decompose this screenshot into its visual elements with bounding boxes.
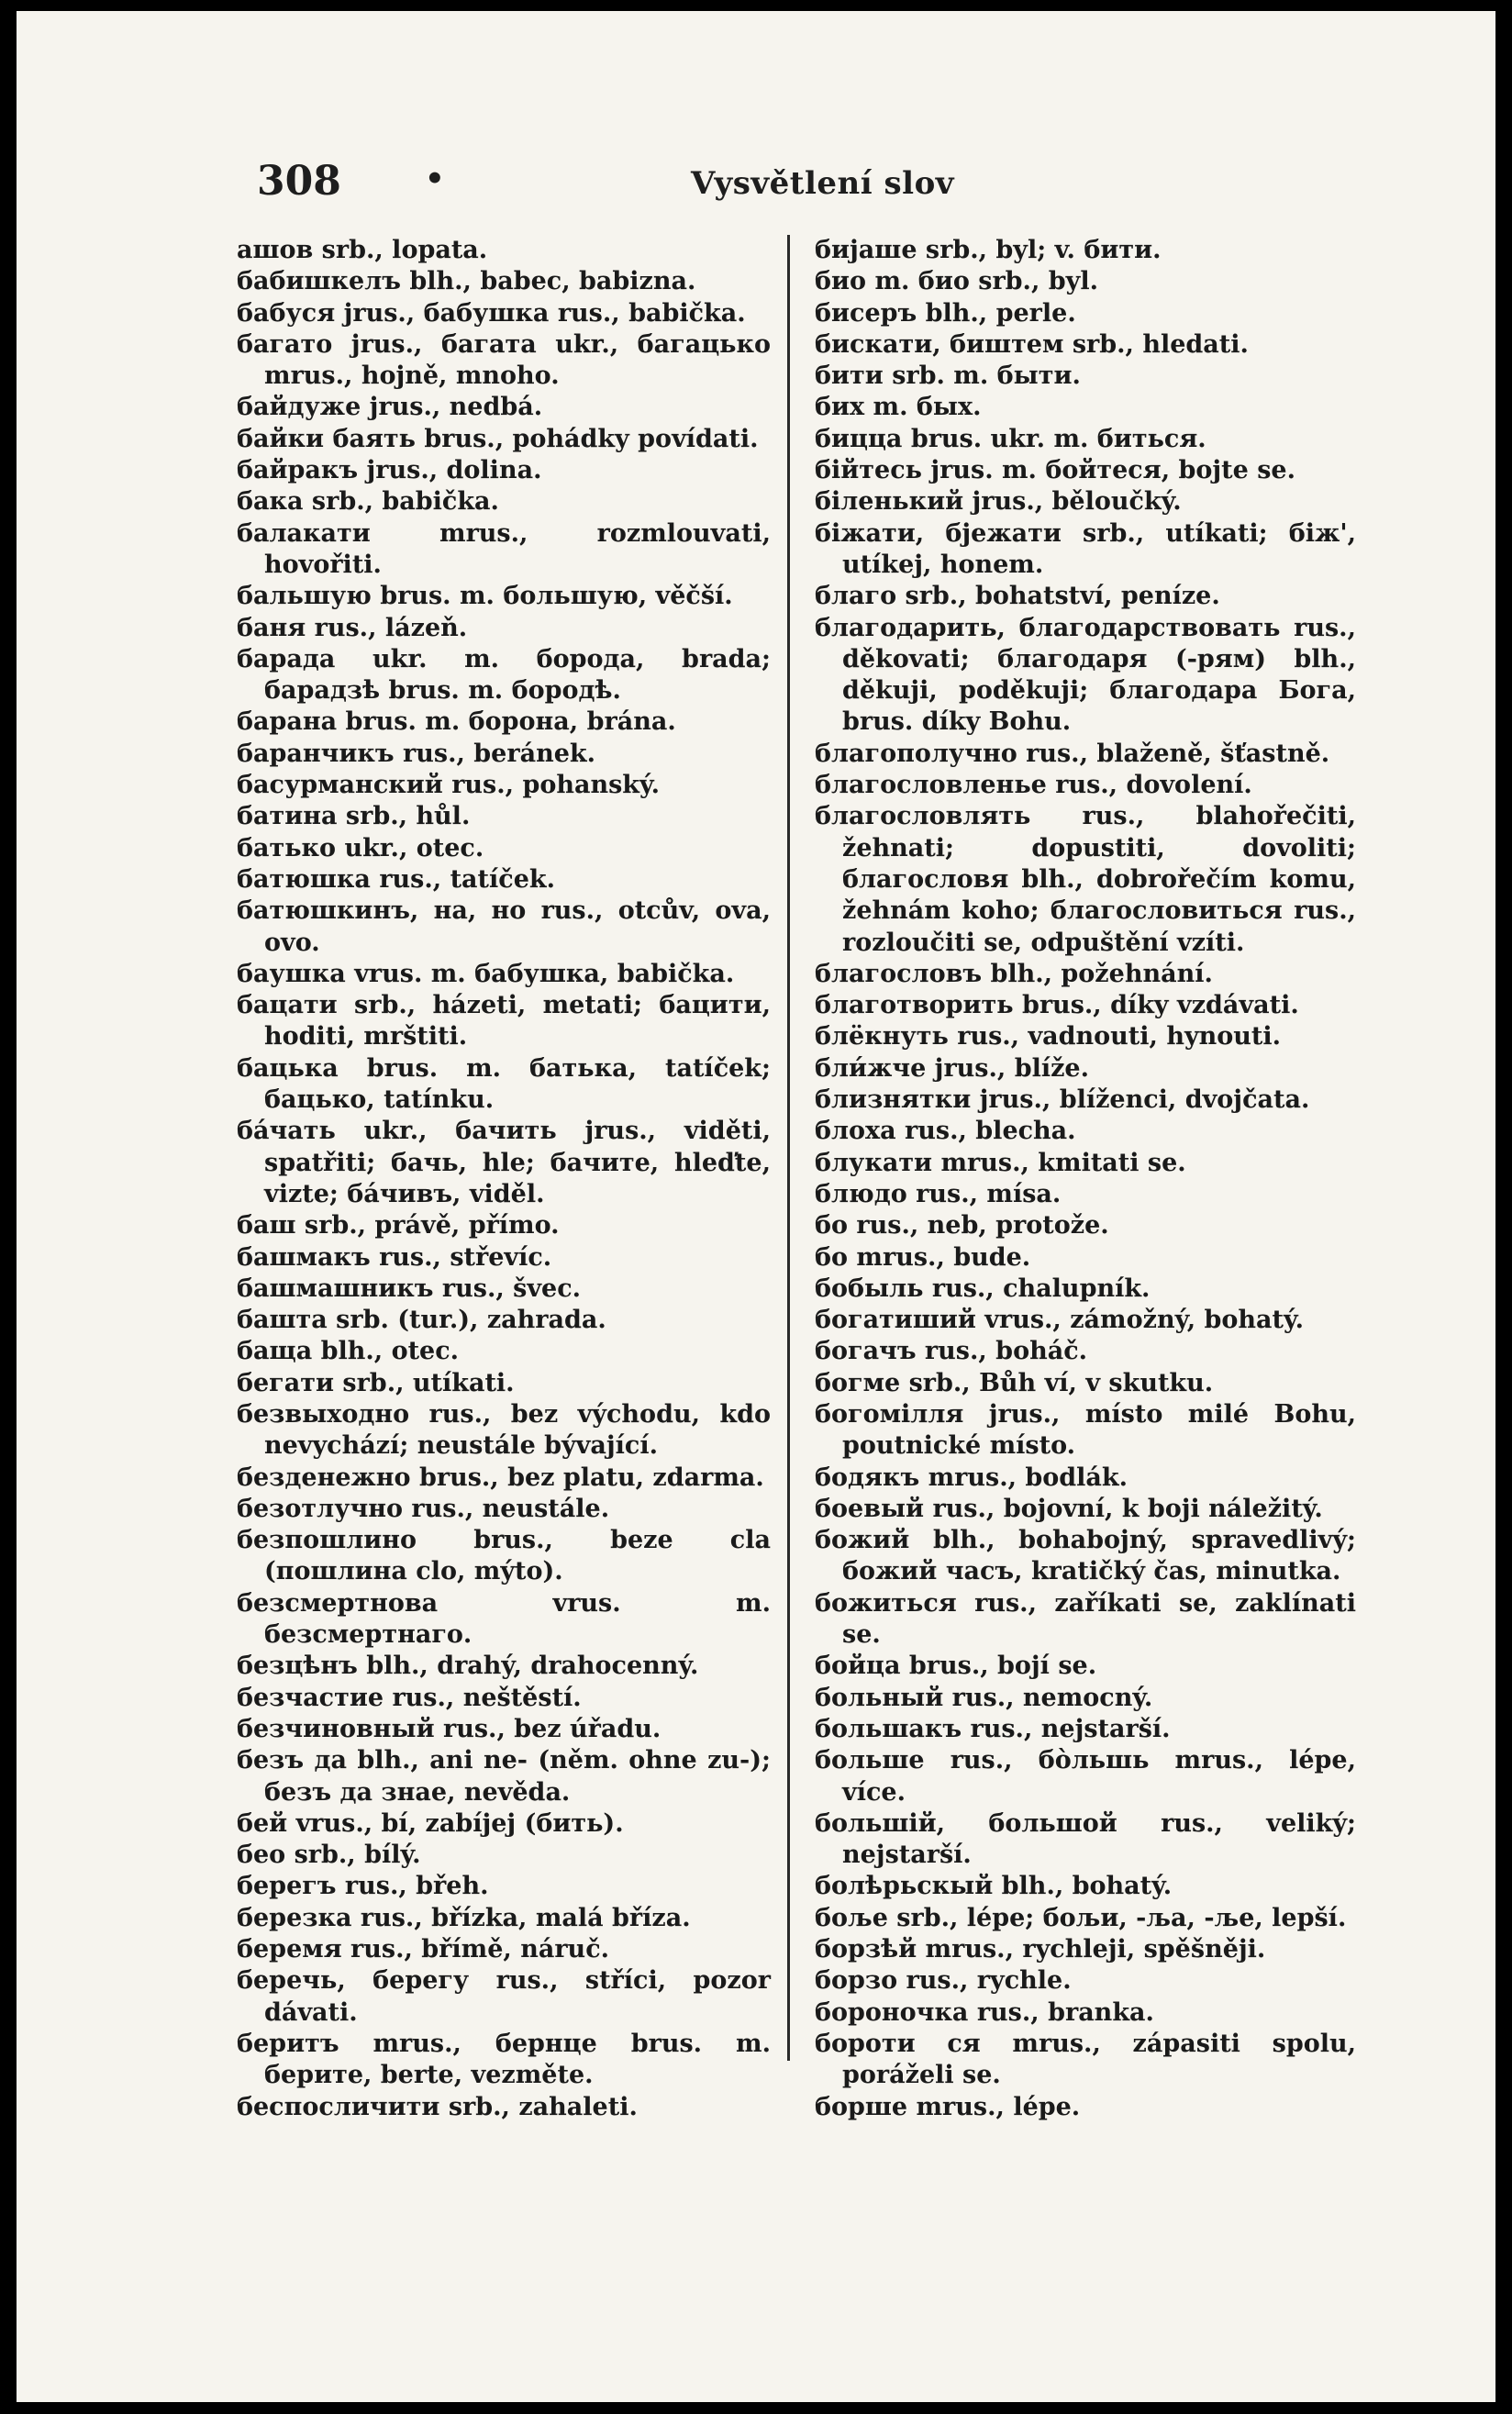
glossary-entry: бодякъ mrus., bodlák. (815, 1463, 1128, 1492)
glossary-entry: бегати srb., utíkati. (237, 1368, 515, 1397)
glossary-entry: батина srb., hůl. (237, 802, 471, 831)
glossary-entry: бискати, биштем srb., hledati. (815, 329, 1249, 359)
glossary-entry: благотворить brus., díky vzdávati. (815, 991, 1299, 1020)
glossary-entry: безцѣнъ blh., drahý, drahocenný. (237, 1652, 699, 1681)
glossary-entry: безденежно brus., bez platu, zdarma. (237, 1463, 764, 1492)
glossary-entry: безчиновный rus., bez úřadu. (237, 1714, 662, 1743)
glossary-entry: благополучно rus., blaženě, šťastně. (815, 739, 1330, 768)
glossary-entry: бацати srb., házeti, metati; бацити, hoditi, mrštiti. (237, 991, 771, 1051)
glossary-entry: богме srb., Bůh ví, v skutku. (815, 1368, 1214, 1397)
glossary-entry: багато jrus., багата ukr., багацько mrus., hojně, mnoho. (237, 329, 771, 391)
glossary-entry: бальшую brus. m. большую, věčší. (237, 582, 733, 611)
glossary-entry: беремя rus., břímě, náruč. (237, 1935, 610, 1964)
glossary-entry: блюдо rus., mísa. (815, 1179, 1062, 1208)
glossary-entry: бацька brus. m. батька, tatíček; бацько, tatínku. (237, 1053, 771, 1115)
glossary-entry: бійтесь jrus. m. бойтеся, bojte se. (815, 456, 1295, 485)
glossary-entry: бли́жче jrus., blíže. (815, 1053, 1090, 1083)
glossary-entry: башмашникъ rus., švec. (237, 1274, 582, 1303)
glossary-entry: бáчать ukr., бачить jrus., viděti, spatřiti; бачь, hle; бачите, hleďte, vizte; бáчивъ, viděl. (237, 1117, 771, 1208)
glossary-entry: больше rus., бо̀льшь mrus., lépe, více. (815, 1746, 1356, 1807)
glossary-entry: барана brus. m. борона, brána. (237, 707, 676, 737)
glossary-entry: безчастие rus., neštěstí. (237, 1683, 582, 1712)
glossary-entry: боље srb., lépe; бољи, -ља, -ље, lepší. (815, 1903, 1347, 1932)
glossary-entry: барада ukr. m. борода, brada; барадзѣ brus. m. бородѣ. (237, 644, 771, 706)
glossary-entry: баушка vrus. m. бабушка, babička. (237, 959, 735, 988)
glossary-entry: богатиший vrus., zámožný, bohatý. (815, 1306, 1304, 1335)
glossary-entry: байки баять brus., pohádky povídati. (237, 424, 759, 453)
glossary-entry: безъ да blh., ani ne- (něm. ohne zu-); безъ да знае, nevěda. (237, 1746, 771, 1807)
glossary-entry: бей vrus., bí, zabíjej (бить). (237, 1808, 624, 1838)
glossary-entry: бити srb. m. быти. (815, 362, 1081, 391)
glossary-entry: бабишкелъ blh., babec, babizna. (237, 267, 696, 296)
glossary-entry: бицца brus. ukr. m. биться. (815, 424, 1206, 453)
glossary-entry: больный rus., nemocný. (815, 1683, 1153, 1712)
glossary-entry: березка rus., břízka, malá bříza. (237, 1903, 691, 1932)
glossary-entry: благословлять rus., blahořečiti, žehnati; dopustiti, dovoliti; благословя blh., dobrořečím komu, žehnám koho; благословиться rus., rozloučiti se, odpuštění vzíti. (815, 802, 1356, 957)
glossary-entry: богомілля jrus., místo milé Bohu, poutnické místo. (815, 1399, 1356, 1461)
glossary-entry: беречь, берегу rus., stříci, pozor dávati. (237, 1966, 771, 2027)
glossary-entry: био m. био srb., byl. (815, 267, 1098, 296)
glossary-entry: благословленье rus., dovolení. (815, 771, 1252, 800)
glossary-entry: близнятки jrus., blíženci, dvojčata. (815, 1085, 1310, 1115)
glossary-entry: беспосличити srb., zahaleti. (237, 2092, 638, 2121)
glossary-entry: баранчикъ rus., beránek. (237, 739, 595, 768)
glossary-entry: большакъ rus., nejstarší. (815, 1714, 1171, 1743)
glossary-entry: байракъ jrus., dolina. (237, 456, 542, 485)
glossary-entry: благо srb., bohatství, peníze. (815, 582, 1220, 611)
glossary-entry: блукати mrus., kmitati se. (815, 1148, 1186, 1177)
glossary-entry: башта srb. (tur.), zahrada. (237, 1306, 606, 1335)
glossary-column-right (815, 235, 1356, 2123)
page-number: 308 (257, 158, 341, 205)
glossary-entry: большій, большой rus., veliký; nejstarší. (815, 1808, 1356, 1870)
glossary-entry: блёкнуть rus., vadnouti, hynouti. (815, 1022, 1282, 1051)
glossary-entry: безотлучно rus., neustále. (237, 1494, 610, 1523)
glossary-entry: батько ukr., otec. (237, 833, 484, 862)
glossary-entry: борше mrus., lépe. (815, 2092, 1081, 2121)
glossary-entry: беритъ mrus., бернце brus. m. берите, berte, vezměte. (237, 2029, 771, 2090)
glossary-entry: бих m. бых. (815, 393, 982, 422)
glossary-entry: біленький jrus., běloučký. (815, 487, 1182, 517)
glossary-entry: байдуже jrus., nedbá. (237, 393, 543, 422)
glossary-entry: бороночка rus., branka. (815, 1997, 1154, 2027)
glossary-entry: богачъ rus., boháč. (815, 1337, 1088, 1366)
glossary-entry: благодарить, благодарствовать rus., děkovati; благодаря (-рям) blh., děkuji, poděkuji; благодара Бога, brus. díky Bohu. (815, 613, 1356, 737)
glossary-entry: болѣрьскый blh., bohatý. (815, 1872, 1173, 1901)
header-separator: • (425, 161, 445, 197)
glossary-entry: баш srb., právě, přímo. (237, 1211, 560, 1240)
glossary-entry: бисеръ blh., perle. (815, 298, 1076, 328)
glossary-entry: ашов srb., lopata. (237, 236, 488, 264)
glossary-entry: безвыходно rus., bez východu, kdo nevychází; neustále bývající. (237, 1399, 771, 1461)
column-divider (787, 235, 790, 2061)
glossary-entry: божиться rus., zaříkati se, zaklínati se. (815, 1588, 1356, 1650)
glossary-column-left (237, 235, 771, 2123)
glossary-entry: берегъ rus., břeh. (237, 1872, 489, 1901)
glossary-entry: бороти ся mrus., zápasiti spolu, poráželi se. (815, 2029, 1356, 2090)
glossary-entry: баня rus., lázeň. (237, 613, 468, 642)
glossary-entry: божий blh., bohabojný, spravedlivý; божий часъ, kratičký čas, minutka. (815, 1526, 1356, 1586)
glossary-entry: боевый rus., bojovní, k boji náležitý. (815, 1494, 1323, 1523)
running-head: Vysvětlení slov (691, 165, 955, 202)
glossary-entry: батюшкинъ, на, но rus., otcův, ova, ovo. (237, 896, 771, 957)
glossary-entry: балакати mrus., rozmlouvati, hovořiti. (237, 518, 771, 579)
glossary-entry: борзѣй mrus., rychleji, spěšněji. (815, 1935, 1266, 1964)
glossary-entry: благословъ blh., požehnání. (815, 959, 1213, 988)
glossary-entry: безпошлино brus., beze cla (пошлина clo, mýto). (237, 1526, 771, 1586)
glossary-entry: басурманский rus., pohanský. (237, 771, 661, 800)
glossary-entry: батюшка rus., tatíček. (237, 864, 556, 894)
glossary-entry: біжати, бјежати srb., utíkati; біж', utíkej, honem. (815, 518, 1356, 579)
glossary-entry: безсмертнова vrus. m. безсмертнаго. (237, 1588, 771, 1650)
glossary-entry: бео srb., bílý. (237, 1841, 421, 1870)
glossary-entry: бабуся jrus., бабушка rus., babička. (237, 298, 746, 328)
glossary-entry: блоха rus., blecha. (815, 1117, 1076, 1146)
glossary-entry: бобыль rus., chalupník. (815, 1274, 1151, 1303)
glossary-entry: бијаше srb., byl; v. бити. (815, 236, 1162, 264)
glossary-entry: бойца brus., bojí se. (815, 1652, 1097, 1681)
glossary-entry: бо mrus., bude. (815, 1242, 1031, 1272)
glossary-entry: бо rus., neb, protože. (815, 1211, 1109, 1240)
glossary-entry: башмакъ rus., střevíc. (237, 1242, 552, 1272)
glossary-entry: бака srb., babička. (237, 487, 499, 517)
glossary-entry: баща blh., otec. (237, 1337, 460, 1366)
glossary-entry: борзо rus., rychle. (815, 1966, 1072, 1996)
